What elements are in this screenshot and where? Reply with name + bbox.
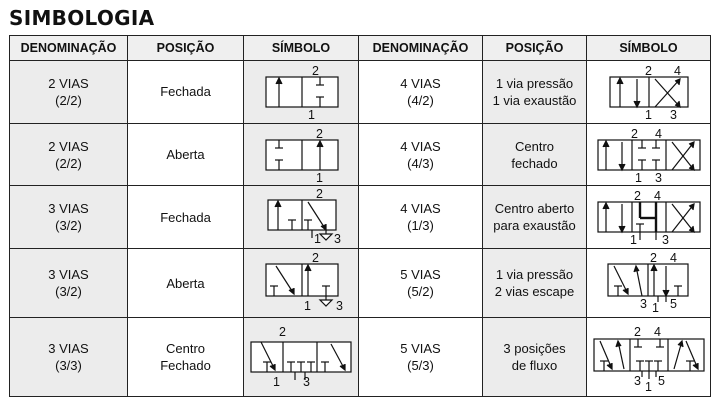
4-3-open-center-exhaust-valve-symbol — [590, 188, 708, 246]
svg-text:2: 2 — [316, 126, 323, 141]
symbol-cell — [587, 123, 711, 186]
symbol-cell — [244, 186, 359, 249]
svg-text:2: 2 — [633, 189, 641, 204]
svg-text:1: 1 — [644, 380, 652, 393]
symbol-cell — [244, 61, 359, 124]
posicao-cell: Fechada — [128, 186, 244, 249]
svg-text:4: 4 — [654, 126, 662, 141]
posicao-cell: 1 via pressão 2 vias escape — [483, 249, 587, 318]
header-posicao: POSIÇÃO — [128, 36, 244, 61]
symbol-cell — [587, 249, 711, 318]
svg-text:1: 1 — [634, 170, 642, 184]
svg-text:4: 4 — [653, 325, 661, 339]
svg-text:4: 4 — [673, 63, 681, 78]
svg-text:3: 3 — [669, 107, 677, 121]
denominacao-cell: 4 VIAS (4/3) — [359, 123, 483, 186]
denominacao-cell: 3 VIAS (3/2) — [10, 186, 128, 249]
svg-text:5: 5 — [657, 374, 665, 388]
svg-text:2: 2 — [633, 325, 641, 339]
header-simbolo: SÍMBOLO — [244, 36, 359, 61]
svg-text:4: 4 — [653, 189, 661, 204]
denominacao-cell: 4 VIAS (4/2) — [359, 61, 483, 124]
3-2-open-valve-symbol — [246, 252, 356, 314]
symbol-cell — [587, 318, 711, 397]
svg-text:3: 3 — [661, 233, 669, 247]
table-row — [10, 318, 711, 397]
4-2-valve-symbol — [590, 63, 708, 121]
svg-text:2: 2 — [316, 188, 323, 202]
svg-text:2: 2 — [649, 252, 657, 266]
svg-text:1: 1 — [651, 301, 659, 315]
posicao-cell: Fechada — [128, 61, 244, 124]
posicao-cell: Centro Fechado — [128, 318, 244, 397]
svg-text:2: 2 — [630, 126, 638, 141]
denominacao-cell: 2 VIAS (2/2) — [10, 61, 128, 124]
5-3-valve-symbol — [590, 321, 708, 393]
svg-text:2: 2 — [644, 63, 652, 78]
header-posicao-2: POSIÇÃO — [483, 36, 587, 61]
svg-text:1: 1 — [304, 299, 311, 314]
symbol-cell — [244, 318, 359, 397]
2-2-closed-valve-symbol — [246, 63, 356, 121]
header-denominacao: DENOMINAÇÃO — [10, 36, 128, 61]
posicao-cell: 1 via pressão 1 via exaustão — [483, 61, 587, 124]
symbol-cell — [587, 186, 711, 249]
denominacao-cell: 3 VIAS (3/2) — [10, 249, 128, 318]
posicao-cell: Centro fechado — [483, 123, 587, 186]
posicao-cell: Centro aberto para exaustão — [483, 186, 587, 249]
4-3-closed-center-valve-symbol — [590, 126, 708, 184]
svg-text:5: 5 — [669, 297, 677, 312]
port-label: 2 — [312, 63, 319, 78]
table-row — [10, 249, 711, 318]
svg-text:3: 3 — [633, 374, 641, 388]
svg-text:1: 1 — [644, 107, 652, 121]
svg-text:1: 1 — [316, 170, 323, 184]
svg-text:3: 3 — [639, 297, 647, 312]
3-3-closed-center-valve-symbol — [245, 322, 357, 392]
symbol-cell — [587, 61, 711, 124]
posicao-cell: Aberta — [128, 249, 244, 318]
svg-text:1: 1 — [629, 233, 637, 247]
svg-text:3: 3 — [334, 232, 341, 247]
posicao-cell: 3 posições de fluxo — [483, 318, 587, 397]
symbol-cell — [244, 249, 359, 318]
symbol-cell — [244, 123, 359, 186]
header-denominacao-2: DENOMINAÇÃO — [359, 36, 483, 61]
denominacao-cell: 5 VIAS (5/2) — [359, 249, 483, 318]
posicao-cell: Aberta — [128, 123, 244, 186]
port-label: 1 — [308, 107, 315, 121]
svg-text:1: 1 — [314, 232, 321, 247]
svg-text:1: 1 — [273, 375, 280, 389]
header-simbolo-2: SÍMBOLO — [587, 36, 711, 61]
table-row — [10, 186, 711, 249]
denominacao-cell: 4 VIAS (1/3) — [359, 186, 483, 249]
denominacao-cell: 2 VIAS (2/2) — [10, 123, 128, 186]
symbology-table — [9, 35, 711, 397]
header-row — [10, 36, 711, 61]
svg-text:2: 2 — [312, 252, 319, 266]
svg-text:3: 3 — [303, 375, 310, 389]
table-row — [10, 123, 711, 186]
5-2-valve-symbol — [590, 252, 708, 314]
page-title: SIMBOLOGIA — [9, 6, 155, 30]
denominacao-cell: 5 VIAS (5/3) — [359, 318, 483, 397]
table-row — [10, 61, 711, 124]
2-2-open-valve-symbol — [246, 126, 356, 184]
svg-text:3: 3 — [336, 299, 343, 314]
svg-text:2: 2 — [279, 325, 286, 339]
denominacao-cell: 3 VIAS (3/3) — [10, 318, 128, 397]
3-2-closed-valve-symbol — [246, 188, 356, 246]
svg-text:4: 4 — [669, 252, 677, 266]
svg-text:3: 3 — [654, 170, 662, 184]
